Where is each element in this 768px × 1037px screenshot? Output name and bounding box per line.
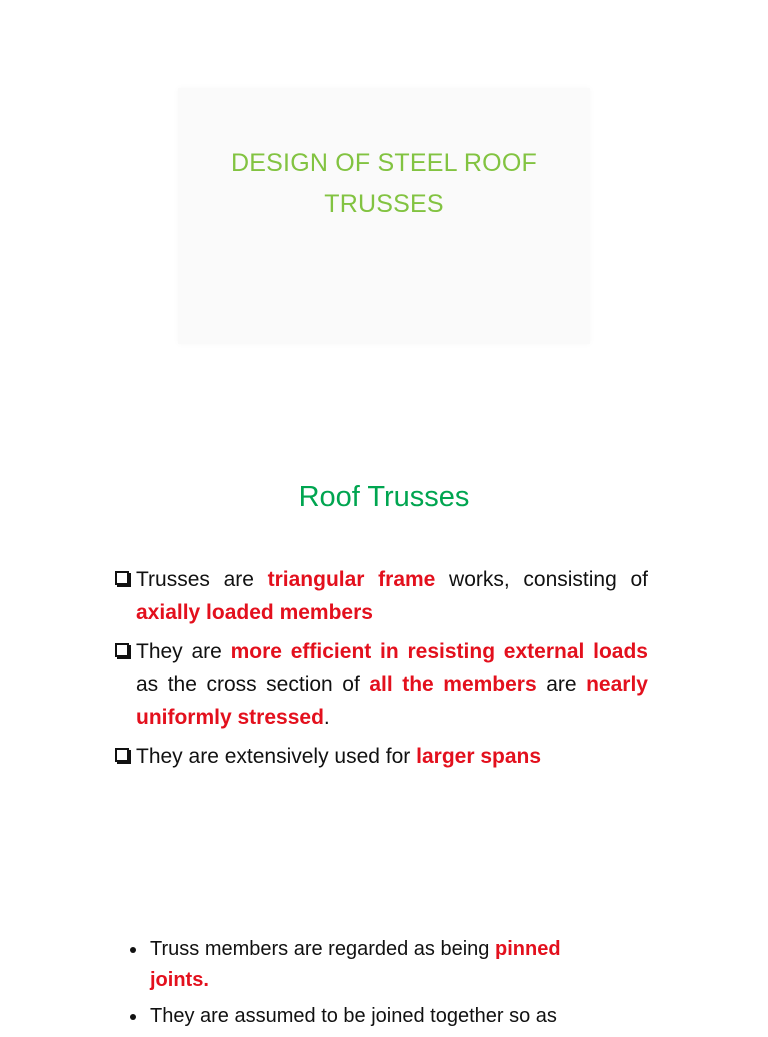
bullet-dot-icon <box>130 947 136 953</box>
title-line-2: TRUSSES <box>324 190 444 218</box>
list-item <box>128 1001 624 1032</box>
section-heading: Roof Trusses <box>298 481 470 513</box>
list-item <box>114 740 648 773</box>
highlight-text: nearly uniformly stressed <box>136 673 648 729</box>
checkbox-bullet-icon <box>115 748 129 762</box>
document-title <box>178 143 590 225</box>
text: are <box>536 673 587 696</box>
bullet-list-2 <box>128 934 624 1037</box>
list-item <box>114 635 648 734</box>
text: They are assumed to be joined together so as <box>150 1005 557 1027</box>
highlight-text: axially loaded members <box>136 601 373 624</box>
highlight-text: pinned joints. <box>150 938 561 991</box>
list-item <box>128 934 624 996</box>
highlight-text: all the members <box>369 673 537 696</box>
text: Trusses are <box>136 568 268 591</box>
checkbox-bullet-icon <box>115 571 129 585</box>
text: works, consisting of <box>435 568 648 591</box>
highlight-text: triangular frame <box>267 568 436 591</box>
highlight-text: more efficient in resisting external loads <box>230 640 648 663</box>
text: as the cross section of <box>136 673 370 696</box>
list-item <box>114 563 648 629</box>
bullet-dot-icon <box>130 1014 136 1020</box>
text: . <box>323 706 330 729</box>
title-line-1: DESIGN OF STEEL ROOF <box>231 149 537 177</box>
highlight-text: larger spans <box>416 745 542 768</box>
text: They are <box>136 640 231 663</box>
checkbox-bullet-icon <box>115 643 129 657</box>
text: Truss members are regarded as being <box>150 938 495 960</box>
text: They are extensively used for <box>136 745 417 768</box>
bullet-list <box>114 563 648 779</box>
